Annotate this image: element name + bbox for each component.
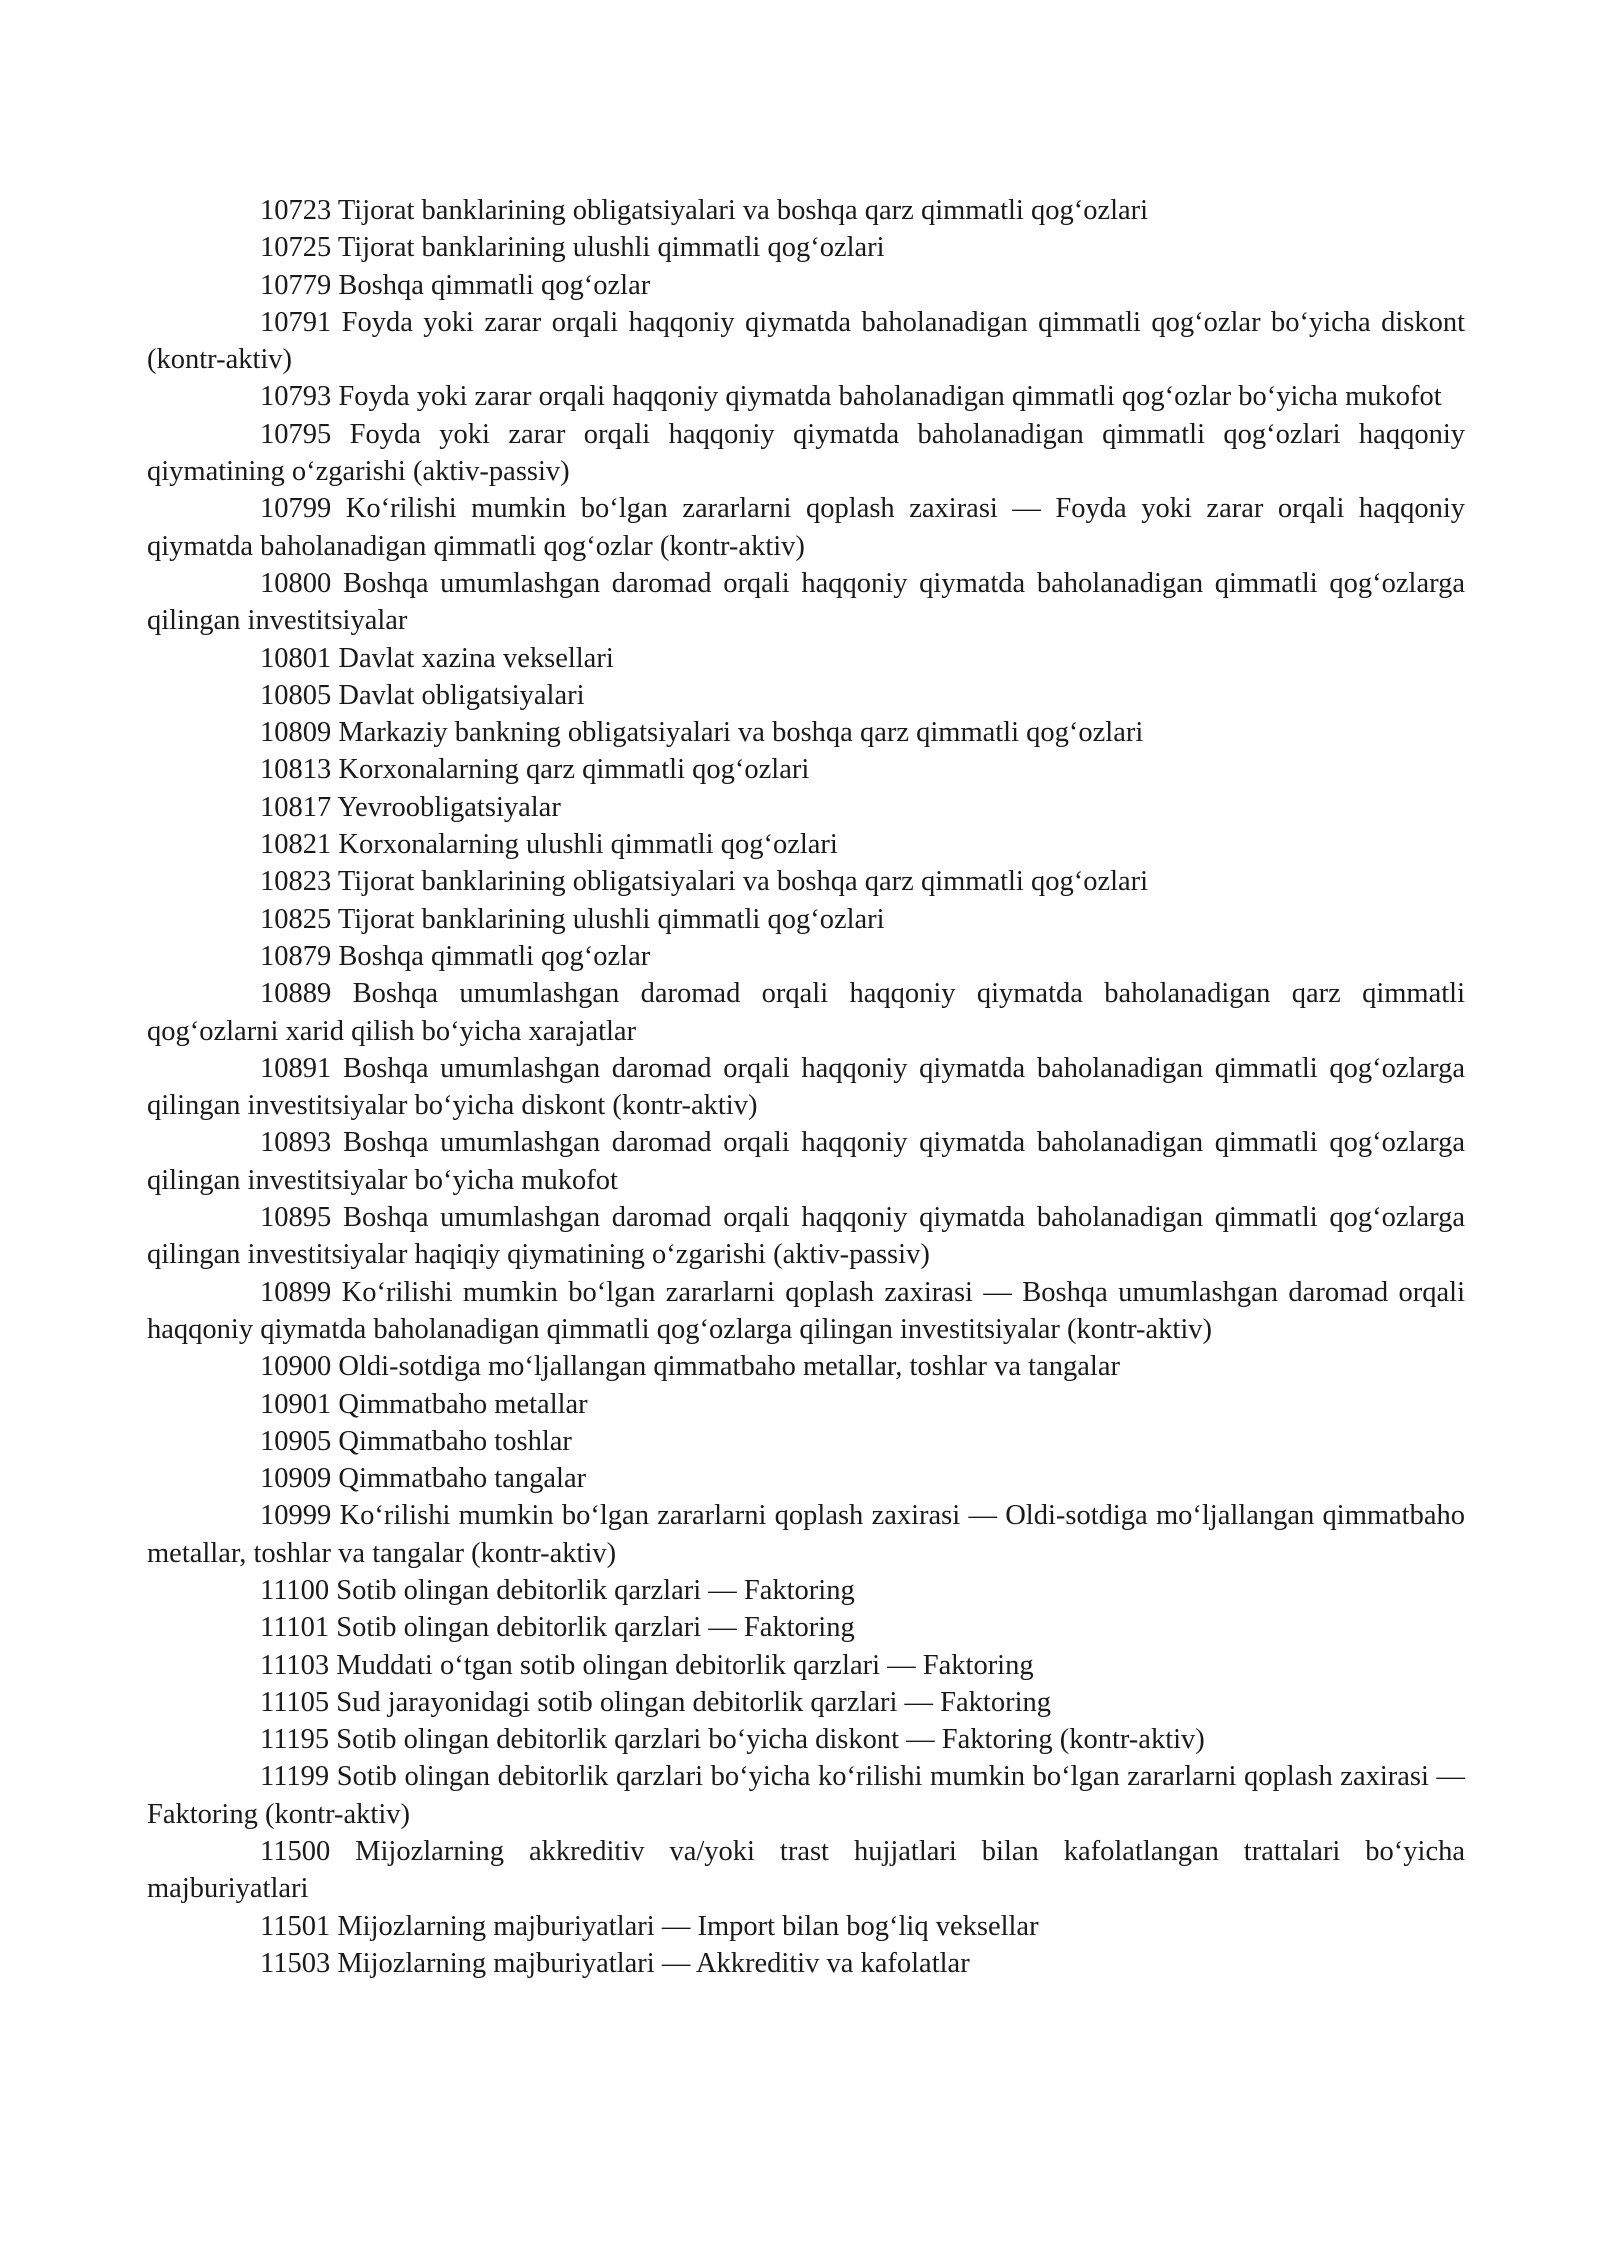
account-entry [147,1497,1465,1572]
account-entry [147,826,1465,863]
account-code: 10905 [260,1425,332,1457]
account-code: 11501 [260,1910,331,1942]
account-entry [147,901,1465,938]
account-description: Mijozlarning akkreditiv va/yoki trast hujjatlari bilan kafolatlangan trattalari bo‘yicha majburiyatlari [147,1836,1466,1905]
account-entry [147,1050,1465,1125]
account-code: 11503 [260,1947,331,1979]
account-code: 10891 [260,1052,332,1084]
account-code: 10825 [260,903,332,935]
account-code: 10795 [260,418,332,450]
account-entry [147,1460,1465,1497]
account-description: Boshqa qimmatli qog‘ozlar [338,940,651,972]
account-description: Boshqa umumlashgan daromad orqali haqqoniy qiymatda baholanadigan qimmatli qog‘ozlarga qilingan investitsiyalar bo‘yicha diskont (kontr-aktiv) [147,1052,1466,1122]
account-description: Tijorat banklarining ulushli qimmatli qog‘ozlari [337,903,885,935]
account-entry [147,304,1465,379]
account-description: Mijozlarning majburiyatlari — Import bilan bog‘liq veksellar [337,1910,1039,1942]
account-entry [147,1945,1465,1982]
account-entry [147,1572,1465,1609]
account-description: Yevroobligatsiyalar [337,791,561,823]
account-entry [147,1199,1465,1274]
account-code: 10805 [260,679,332,711]
account-entry [147,1124,1465,1199]
account-code: 11199 [260,1761,330,1793]
account-entry [147,640,1465,677]
account-entry [147,1348,1465,1385]
account-description: Ko‘rilishi mumkin bo‘lgan zararlarni qoplash zaxirasi — Oldi-sotdiga mo‘ljallangan qimmatbaho metallar, toshlar va tangalar (kontr-aktiv) [147,1500,1465,1569]
account-code: 10901 [260,1388,332,1420]
account-description: Ko‘rilishi mumkin bo‘lgan zararlarni qoplash zaxirasi — Foyda yoki zarar orqali haqqoniy qiymatda baholanadigan qimmatli qog‘ozlar (kontr-aktiv) [147,493,1466,562]
account-description: Boshqa umumlashgan daromad orqali haqqoniy qiymatda baholanadigan qarz qimmatli qog‘ozlarni xarid qilish bo‘yicha xarajatlar [147,978,1465,1047]
account-code: 10823 [260,866,332,898]
account-description: Foyda yoki zarar orqali haqqoniy qiymatda baholanadigan qimmatli qog‘ozlar bo‘yicha mukofot [338,381,1442,413]
account-code: 10999 [260,1500,332,1532]
account-entry [147,714,1465,751]
account-code: 10813 [260,754,332,786]
account-code: 10900 [260,1351,332,1383]
account-description: Qimmatbaho metallar [338,1388,588,1420]
account-entry [147,1908,1465,1945]
account-entry [147,677,1465,714]
account-description: Foyda yoki zarar orqali haqqoniy qiymatda baholanadigan qimmatli qog‘ozlari haqqoniy qiymatining o‘zgarishi (aktiv-passiv) [147,418,1465,488]
account-code: 11103 [260,1649,330,1681]
account-code: 10899 [260,1276,332,1308]
account-entry [147,416,1465,491]
account-description: Sotib olingan debitorlik qarzlari — Faktoring [336,1574,855,1606]
account-description: Sotib olingan debitorlik qarzlari bo‘yicha ko‘rilishi mumkin bo‘lgan zararlarni qoplash zaxirasi — Faktoring (kontr-aktiv) [147,1761,1466,1830]
account-code: 10793 [260,381,332,413]
account-description: Korxonalarning ulushli qimmatli qog‘ozlari [338,829,838,861]
account-code: 10779 [260,269,332,301]
account-description: Foyda yoki zarar orqali haqqoniy qiymatda baholanadigan qimmatli qog‘ozlar bo‘yicha diskont (kontr-aktiv) [147,306,1465,376]
account-description: Boshqa umumlashgan daromad orqali haqqoniy qiymatda baholanadigan qimmatli qog‘ozlarga qilingan investitsiyalar haqiqiy qiymatining o‘zgarishi (aktiv-passiv) [147,1202,1466,1271]
account-entry [147,751,1465,788]
account-code: 11105 [260,1686,330,1718]
account-code: 10799 [260,493,332,525]
account-description: Sotib olingan debitorlik qarzlari — Faktoring [336,1612,855,1644]
account-entry [147,789,1465,826]
account-entry [147,490,1465,565]
account-description: Sud jarayonidagi sotib olingan debitorlik qarzlari — Faktoring [336,1686,1052,1718]
account-code: 10801 [260,642,332,674]
account-entry [147,863,1465,900]
account-code: 11100 [260,1574,330,1606]
account-code: 11101 [260,1612,330,1644]
account-code: 10817 [260,791,332,823]
account-description: Ko‘rilishi mumkin bo‘lgan zararlarni qoplash zaxirasi — Boshqa umumlashgan daromad orqali haqqoniy qiymatda baholanadigan qimmatli qog‘ozlarga qilingan investitsiyalar (kontr-aktiv) [147,1276,1466,1345]
account-code: 10791 [260,306,332,338]
account-entry [147,1647,1465,1684]
account-entry [147,229,1465,266]
account-entry [147,1609,1465,1646]
account-description: Mijozlarning majburiyatlari — Akkreditiv va kafolatlar [337,1947,970,1979]
account-code: 11195 [260,1724,330,1756]
account-description: Qimmatbaho tangalar [338,1463,587,1495]
account-entry [147,1423,1465,1460]
account-entry [147,565,1465,640]
account-description: Boshqa umumlashgan daromad orqali haqqoniy qiymatda baholanadigan qimmatli qog‘ozlarga qilingan investitsiyalar [147,567,1466,637]
account-description: Boshqa qimmatli qog‘ozlar [338,269,651,301]
account-description: Boshqa umumlashgan daromad orqali haqqoniy qiymatda baholanadigan qimmatli qog‘ozlarga qilingan investitsiyalar bo‘yicha mukofot [147,1127,1466,1196]
account-code: 11500 [260,1836,331,1868]
account-description: Korxonalarning qarz qimmatli qog‘ozlari [338,754,810,786]
document-page [147,192,1465,1982]
account-entry [147,975,1465,1050]
account-entry [147,1684,1465,1721]
account-entry [147,192,1465,229]
account-description: Markaziy bankning obligatsiyalari va boshqa qarz qimmatli qog‘ozlari [338,717,1144,749]
account-code: 10879 [260,940,332,972]
account-description: Tijorat banklarining ulushli qimmatli qog‘ozlari [337,232,885,264]
account-entry [147,1274,1465,1349]
account-description: Oldi-sotdiga mo‘ljallangan qimmatbaho metallar, toshlar va tangalar [338,1351,1120,1383]
account-entry [147,1758,1465,1833]
account-code: 10895 [260,1202,332,1234]
account-code: 10893 [260,1127,332,1159]
account-entry [147,378,1465,415]
account-code: 10889 [260,978,332,1010]
account-code: 10800 [260,567,332,599]
account-description: Sotib olingan debitorlik qarzlari bo‘yicha diskont — Faktoring (kontr-aktiv) [336,1724,1205,1756]
account-description: Tijorat banklarining obligatsiyalari va boshqa qarz qimmatli qog‘ozlari [337,866,1149,898]
account-code: 10909 [260,1463,332,1495]
account-code: 10725 [260,232,332,264]
account-description: Davlat xazina veksellari [338,642,614,674]
account-entry [147,1386,1465,1423]
account-entry [147,1833,1465,1908]
account-code: 10723 [260,195,332,226]
account-description: Qimmatbaho toshlar [338,1425,572,1457]
account-code: 10821 [260,829,332,861]
account-entry [147,938,1465,975]
account-description: Muddati o‘tgan sotib olingan debitorlik qarzlari — Faktoring [336,1649,1034,1681]
account-description: Tijorat banklarining obligatsiyalari va boshqa qarz qimmatli qog‘ozlari [337,195,1149,226]
account-description: Davlat obligatsiyalari [338,679,585,711]
account-entry [147,267,1465,304]
account-code: 10809 [260,717,332,749]
account-entry [147,1721,1465,1758]
